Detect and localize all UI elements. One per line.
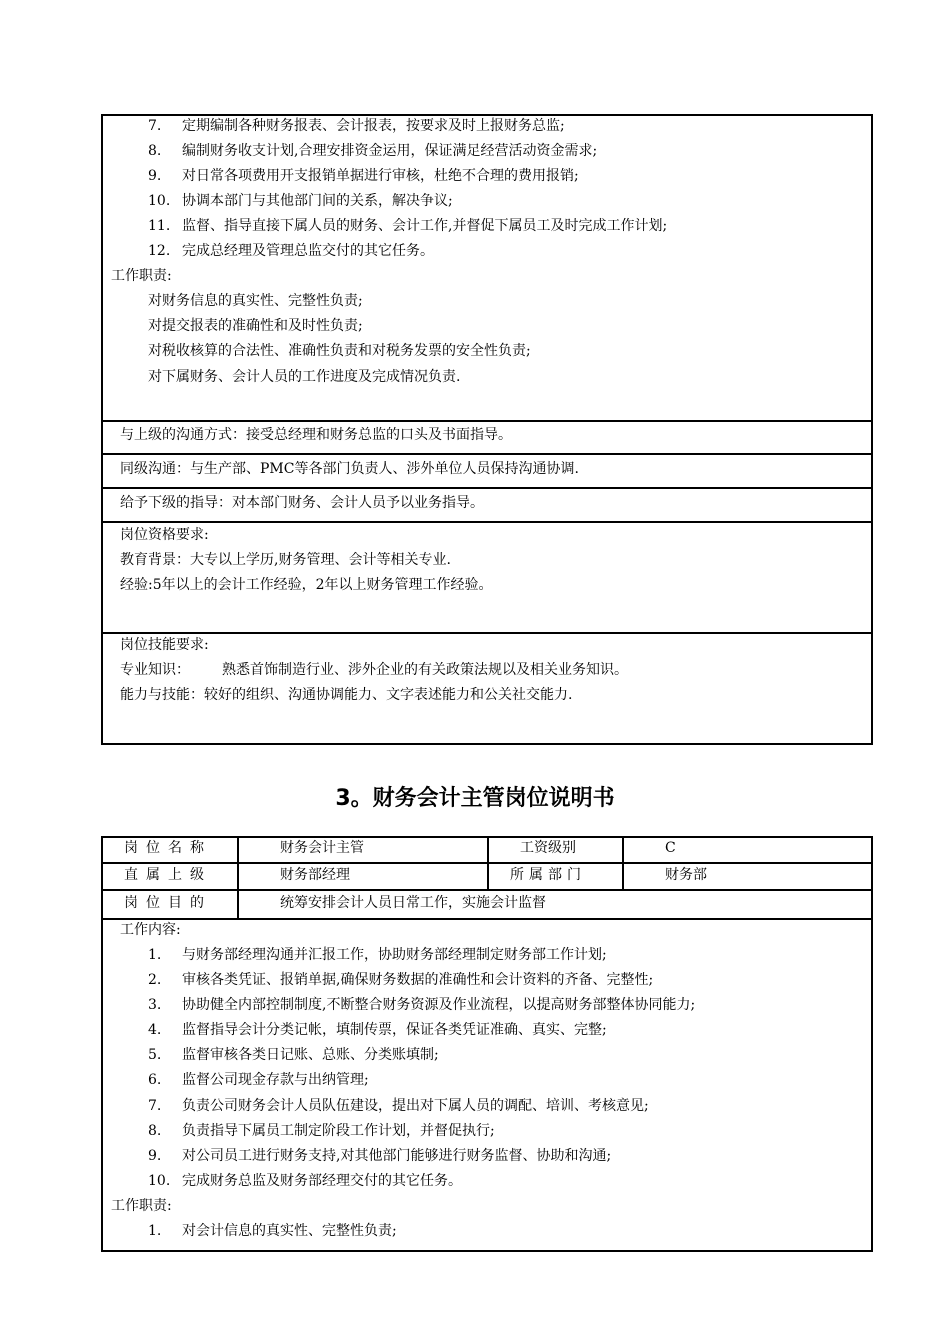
content-text: 审核各类凭证、报销单据,确保财务数据的准确性和会计资料的齐备、完整性; bbox=[182, 972, 654, 988]
duty-number: 11. bbox=[148, 218, 171, 234]
responsibility-heading: 工作职责: bbox=[111, 1198, 172, 1214]
content-number: 7. bbox=[148, 1098, 162, 1114]
experience-requirement: 经验:5年以上的会计工作经验，2年以上财务管理工作经验。 bbox=[120, 577, 493, 593]
responsibility-item: 对下属财务、会计人员的工作进度及完成情况负责. bbox=[148, 369, 461, 385]
duty-item bbox=[148, 192, 453, 210]
qualification-heading: 岗位资格要求: bbox=[120, 527, 209, 543]
knowledge-label: 专业知识： bbox=[120, 662, 190, 678]
position-name-value: 财务会计主管 bbox=[280, 840, 364, 856]
peer-communication: 同级沟通：与生产部、PMC等各部门负责人、涉外单位人员保持沟通协调. bbox=[120, 461, 579, 477]
content-item bbox=[148, 1147, 611, 1165]
row-divider bbox=[101, 632, 873, 634]
responsibility-item bbox=[148, 1222, 397, 1240]
content-text: 负责指导下属员工制定阶段工作计划，并督促执行; bbox=[182, 1123, 495, 1139]
duty-text: 编制财务收支计划,合理安排资金运用，保证满足经营活动资金需求; bbox=[182, 143, 598, 159]
content-item bbox=[148, 946, 607, 964]
column-divider bbox=[237, 836, 239, 920]
responsibility-item: 对财务信息的真实性、完整性负责; bbox=[148, 293, 363, 309]
duty-number: 7. bbox=[148, 118, 162, 134]
content-number: 5. bbox=[148, 1047, 162, 1063]
skills-heading: 岗位技能要求: bbox=[120, 637, 209, 653]
content-number: 6. bbox=[148, 1072, 162, 1088]
duty-item bbox=[148, 167, 579, 185]
duty-number: 8. bbox=[148, 143, 162, 159]
duty-number: 12. bbox=[148, 243, 171, 259]
content-item bbox=[148, 971, 653, 989]
column-divider bbox=[487, 836, 489, 891]
knowledge-requirement bbox=[120, 661, 628, 679]
content-heading: 工作内容: bbox=[120, 922, 181, 938]
row-divider bbox=[101, 487, 873, 489]
content-item bbox=[148, 1071, 369, 1089]
row-divider bbox=[101, 521, 873, 523]
salary-grade-value: C bbox=[665, 840, 676, 856]
column-divider bbox=[622, 836, 624, 891]
knowledge-text: 熟悉首饰制造行业、涉外企业的有关政策法规以及相关业务知识。 bbox=[222, 662, 628, 678]
position-purpose-label: 岗位目的 bbox=[124, 895, 212, 911]
content-number: 9. bbox=[148, 1148, 162, 1164]
subordinate-guidance: 给予下级的指导：对本部门财务、会计人员予以业务指导。 bbox=[120, 495, 484, 511]
content-text: 监督审核各类日记账、总账、分类账填制; bbox=[182, 1047, 439, 1063]
duty-text: 定期编制各种财务报表、会计报表，按要求及时上报财务总监; bbox=[182, 118, 565, 134]
content-text: 监督指导会计分类记帐，填制传票，保证各类凭证准确、真实、完整; bbox=[182, 1022, 607, 1038]
content-item bbox=[148, 996, 695, 1014]
position-purpose-value: 统筹安排会计人员日常工作，实施会计监督 bbox=[280, 895, 546, 911]
education-requirement: 教育背景：大专以上学历,财务管理、会计等相关专业. bbox=[120, 552, 451, 568]
superior-communication: 与上级的沟通方式：接受总经理和财务总监的口头及书面指导。 bbox=[120, 427, 512, 443]
responsibility-item: 对提交报表的准确性和及时性负责; bbox=[148, 318, 363, 334]
content-item bbox=[148, 1046, 439, 1064]
content-text: 监督公司现金存款与出纳管理; bbox=[182, 1072, 369, 1088]
duty-item bbox=[148, 242, 434, 260]
content-number: 3. bbox=[148, 997, 162, 1013]
content-number: 8. bbox=[148, 1123, 162, 1139]
responsibility-heading: 工作职责: bbox=[111, 268, 172, 284]
content-text: 与财务部经理沟通并汇报工作，协助财务部经理制定财务部工作计划; bbox=[182, 947, 607, 963]
content-number: 2. bbox=[148, 972, 162, 988]
duty-item bbox=[148, 117, 565, 135]
department-value: 财务部 bbox=[665, 867, 707, 883]
content-item bbox=[148, 1021, 607, 1039]
department-label: 所属部门 bbox=[510, 867, 586, 883]
content-number: 10. bbox=[148, 1173, 171, 1189]
responsibility-item: 对税收核算的合法性、准确性负责和对税务发票的安全性负责; bbox=[148, 343, 531, 359]
ability-requirement: 能力与技能：较好的组织、沟通协调能力、文字表述能力和公关社交能力. bbox=[120, 687, 573, 703]
duty-number: 9. bbox=[148, 168, 162, 184]
content-number: 1. bbox=[148, 947, 162, 963]
responsibility-text: 对会计信息的真实性、完整性负责; bbox=[182, 1223, 397, 1239]
content-number: 4. bbox=[148, 1022, 162, 1038]
content-item bbox=[148, 1172, 462, 1190]
content-text: 负责公司财务会计人员队伍建设，提出对下属人员的调配、培训、考核意见; bbox=[182, 1098, 649, 1114]
duty-text: 监督、指导直接下属人员的财务、会计工作,并督促下属员工及时完成工作计划; bbox=[182, 218, 668, 234]
content-text: 完成财务总监及财务部经理交付的其它任务。 bbox=[182, 1173, 462, 1189]
row-divider bbox=[101, 420, 873, 422]
direct-superior-value: 财务部经理 bbox=[280, 867, 350, 883]
section-title: 3。财务会计主管岗位说明书 bbox=[335, 786, 615, 811]
duty-text: 完成总经理及管理总监交付的其它任务。 bbox=[182, 243, 434, 259]
content-item bbox=[148, 1097, 649, 1115]
duty-text: 对日常各项费用开支报销单据进行审核，杜绝不合理的费用报销; bbox=[182, 168, 579, 184]
salary-grade-label: 工资级别 bbox=[520, 840, 576, 856]
duty-item bbox=[148, 217, 667, 235]
row-divider bbox=[101, 453, 873, 455]
row-divider bbox=[101, 918, 873, 920]
content-text: 协助健全内部控制制度,不断整合财务资源及作业流程，以提高财务部整体协同能力; bbox=[182, 997, 696, 1013]
direct-superior-label: 直属上级 bbox=[124, 867, 212, 883]
position-name-label: 岗位名称 bbox=[124, 840, 212, 856]
responsibility-number: 1. bbox=[148, 1223, 162, 1239]
content-item bbox=[148, 1122, 495, 1140]
duty-item bbox=[148, 142, 597, 160]
duty-number: 10. bbox=[148, 193, 171, 209]
content-text: 对公司员工进行财务支持,对其他部门能够进行财务监督、协助和沟通; bbox=[182, 1148, 612, 1164]
duty-text: 协调本部门与其他部门间的关系，解决争议; bbox=[182, 193, 453, 209]
